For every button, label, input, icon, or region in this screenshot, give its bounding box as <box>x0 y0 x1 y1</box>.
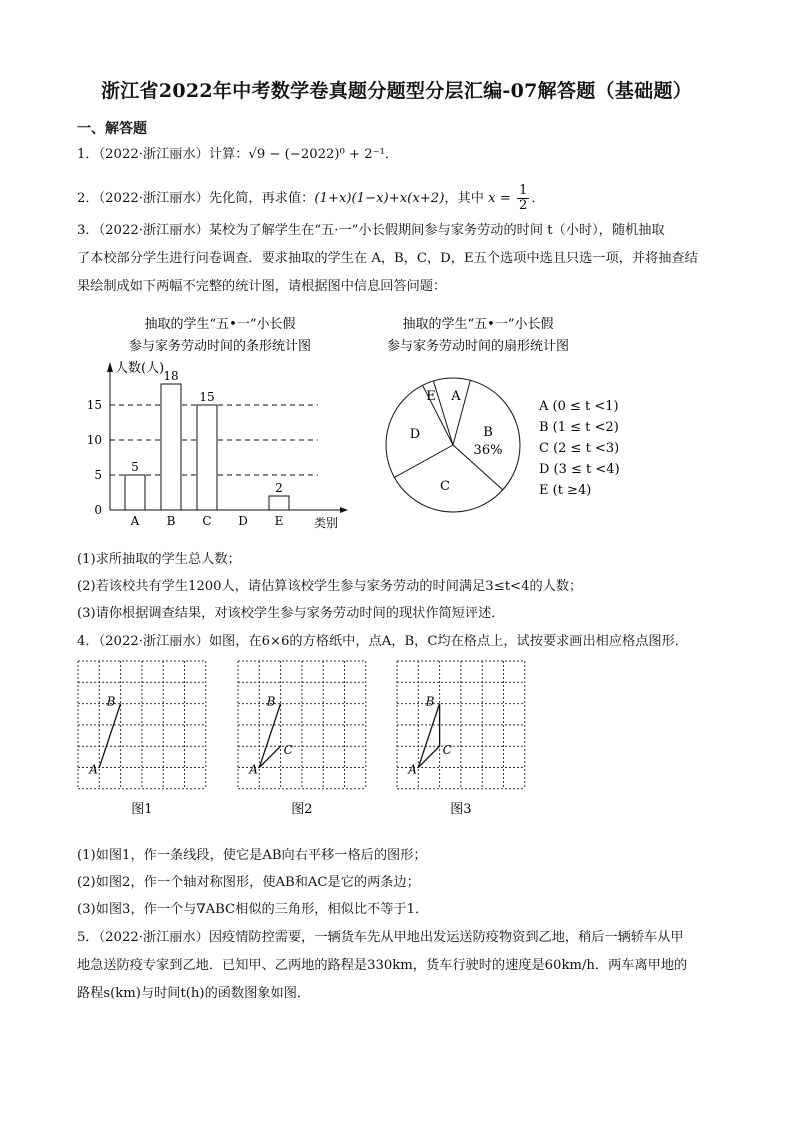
pie-slice-label-C: C <box>440 479 450 494</box>
y-axis-label: 人数(人) <box>115 361 165 376</box>
q2-mid: ，其中 <box>444 191 484 206</box>
pie-chart-plot <box>386 378 620 512</box>
x-axis-label: 类别 <box>314 516 339 530</box>
y-tick-label: 10 <box>86 433 102 447</box>
bar-E <box>269 496 289 510</box>
bar-A <box>125 475 145 510</box>
bar-value-label: 5 <box>131 460 139 474</box>
bar-B <box>161 384 181 510</box>
question-1 <box>77 146 398 164</box>
q1-expression: √9 − (−2022)⁰ + 2⁻¹ <box>248 147 385 162</box>
pie-chart <box>378 310 628 525</box>
q2-fraction <box>517 184 529 213</box>
x-tick-label: E <box>274 514 284 528</box>
q3-line-1: 3．（2022·浙江丽水）某校为了解学生在“五·一”小长假期间参与家务劳动的时间 t（小时），随机抽取 <box>77 223 665 238</box>
q5-line-3: 路程s(km)与时间t(h)的函数图象如图． <box>77 986 311 1001</box>
x-tick-label: B <box>166 514 176 528</box>
point-a-label: A <box>408 762 417 777</box>
bar-value-label: 2 <box>275 481 283 495</box>
bar-chart-title-line-1: 抽取的学生“五•一”小长假 <box>144 317 296 332</box>
q4-figures <box>70 656 540 816</box>
q4-sub-2: (2)如图2，作一个轴对称图形，使AB和AC是它的两条边； <box>77 875 420 890</box>
pie-legend-item: B (1 ≤ t <2) <box>539 420 619 435</box>
q1-prefix: 1．（2022·浙江丽水）计算： <box>77 147 249 162</box>
pie-legend-item: C (2 ≤ t <3) <box>539 441 620 456</box>
q3-sub-1: (1)求所抽取的学生总人数； <box>77 552 241 567</box>
point-a-label: A <box>249 762 258 777</box>
q5-line-1: 5．（2022·浙江丽水）因疫情防控需要，一辆货车先从甲地出发运送防疫物资到乙地，稍后一辆轿车从甲 <box>77 930 684 945</box>
y-tick-label: 5 <box>94 468 102 482</box>
segment-ab <box>259 704 280 768</box>
pie-slice-label-B: B <box>483 425 493 440</box>
q4-sub-3: (3)如图3，作一个与∇ABC相似的三角形，相似比不等于1． <box>77 902 429 917</box>
bar-chart-plot <box>87 360 348 530</box>
bar-value-label: 15 <box>199 390 215 404</box>
x-tick-label: C <box>202 514 212 528</box>
pie-chart-title-line-1: 抽取的学生“五•一”小长假 <box>402 317 554 332</box>
x-axis-arrow <box>340 507 348 513</box>
point-b-label: B <box>266 694 276 709</box>
grid-figure-2 <box>238 661 366 816</box>
q2-fraction-denominator: 2 <box>519 198 528 213</box>
x-tick-label: A <box>130 514 140 528</box>
q4-line: 4．（2022·浙江丽水）如图，在6×6的方格纸中，点A，B，C均在格点上，试按要求画出相应格点图形． <box>77 634 688 649</box>
q3-line-3: 果绘制成如下两幅不完整的统计图，请根据图中信息回答问题： <box>77 279 447 294</box>
bar-chart-title-line-2: 参与家务劳动时间的条形统计图 <box>128 339 312 354</box>
pie-slice-label-D: D <box>409 427 421 442</box>
point-c-label: C <box>283 743 293 758</box>
q2-variable: x = <box>488 191 511 206</box>
point-a-label: A <box>89 762 98 777</box>
q3-sub-3: (3)请你根据调查结果，对该校学生参与家务劳动时间的现状作简短评述． <box>77 606 505 621</box>
pie-legend-item: E (t ≥4) <box>539 483 592 498</box>
q2-expression: (1+x)(1−x)+x(x+2) <box>314 191 445 206</box>
figure-caption: 图2 <box>291 801 313 816</box>
bar-chart <box>78 310 368 535</box>
pie-legend-item: A (0 ≤ t <1) <box>539 399 619 414</box>
grid-figure-1 <box>78 661 206 816</box>
pie-slice-percent: 36% <box>473 443 503 458</box>
q3-sub-2: (2)若该校共有学生1200人，请估算该校学生参与家务劳动的时间满足3≤t<4的人数； <box>77 579 583 594</box>
point-b-label: B <box>106 694 116 709</box>
pie-legend-item: D (3 ≤ t <4) <box>539 462 620 477</box>
section-heading: 一、解答题 <box>77 121 147 137</box>
bar-C <box>197 405 217 510</box>
q3-line-2: 了本校部分学生进行问卷调查．要求抽取的学生在 A，B，C，D，E五个选项中选且只选一项，并将抽查结 <box>77 251 698 266</box>
segment-ab <box>99 704 120 768</box>
figure-caption: 图3 <box>450 801 472 816</box>
y-tick-label: 15 <box>86 398 102 412</box>
figure-caption: 图1 <box>131 801 153 816</box>
page-title: 浙江省2022年中考数学卷真题分题型分层汇编-07解答题（基础题） <box>100 80 693 102</box>
pie-slice-label-A: A <box>451 389 461 404</box>
q1-suffix: ． <box>384 147 399 162</box>
point-c-label: C <box>442 743 452 758</box>
q2-suffix: ． <box>531 191 545 206</box>
y-tick-label: 0 <box>94 503 102 517</box>
segment-ab <box>418 704 439 768</box>
grid-figure-3 <box>397 661 525 816</box>
y-axis-arrow <box>107 362 113 372</box>
q4-sub-1: (1)如图1，作一条线段，使它是AB向右平移一格后的图形； <box>77 848 427 863</box>
q2-prefix: 2．（2022·浙江丽水）先化简，再求值： <box>77 191 315 206</box>
pie-slice-label-E: E <box>426 389 436 404</box>
q5-line-2: 地急送防疫专家到乙地．已知甲、乙两地的路程是330km，货车行驶时的速度是60km/h．两车离甲地的 <box>77 958 688 973</box>
point-b-label: B <box>425 694 435 709</box>
question-2 <box>77 184 545 213</box>
bar-value-label: 18 <box>163 369 179 383</box>
pie-chart-title-line-2: 参与家务劳动时间的扇形统计图 <box>386 339 570 354</box>
q2-fraction-numerator: 1 <box>519 183 528 198</box>
x-tick-label: D <box>238 514 248 528</box>
